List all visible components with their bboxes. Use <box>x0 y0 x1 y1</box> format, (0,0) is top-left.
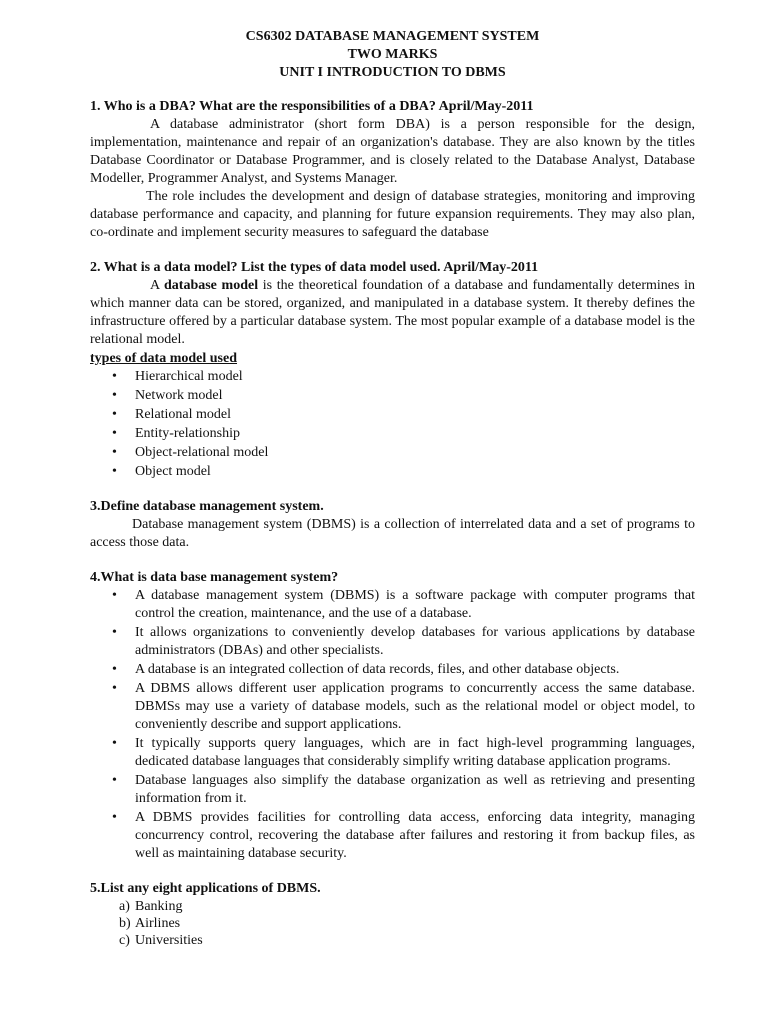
para-rest: is the theoretical foundation of a database and fundamentally determines in which manner data can be stored, organized, and manipulated in a database system. It thereby defines the infrastructure offered by a particular database system. The most popular example of a database model is the relational model. <box>90 278 695 347</box>
bullet-icon: • <box>112 388 117 403</box>
list-item <box>112 680 695 734</box>
list-item-label: a) <box>119 899 130 914</box>
question-5-title: 5.List any eight applications of DBMS. <box>90 881 321 896</box>
list-item <box>112 809 695 863</box>
list-item-text: Universities <box>135 933 203 948</box>
list-item <box>119 898 695 915</box>
bullet-icon: • <box>112 464 117 479</box>
list-item-text: A DBMS allows different user application programs to concurrently access the same database. DBMSs may use a variety of database models, such as the relational model or object model, to conveniently describe and support applications. <box>135 681 695 732</box>
bullet-icon: • <box>112 810 117 825</box>
dbms-applications-list <box>90 898 695 949</box>
term-database-model: database model <box>164 278 259 293</box>
bullet-icon: • <box>112 625 117 640</box>
bullet-icon: • <box>112 736 117 751</box>
list-item <box>112 463 695 481</box>
bullet-icon: • <box>112 369 117 384</box>
bullet-icon: • <box>112 681 117 696</box>
para-prefix: A <box>150 278 164 293</box>
list-item-label: c) <box>119 933 130 948</box>
list-item-text: It allows organizations to conveniently develop databases for various applications by database administrators (DBAs) and other specialists. <box>135 625 695 658</box>
list-item-text: Network model <box>135 388 223 403</box>
list-item <box>112 425 695 443</box>
question-4-title: 4.What is data base management system? <box>90 570 339 585</box>
question-1-answer-para-1: A database administrator (short form DBA) is a person responsible for the design, implementation, maintenance and repair of an organization's database. They are also known by the titles Database Coordinator or Database Programmer, and is closely related to the Database Analyst, Database Modeller, Programmer Analyst, and Systems Manager. <box>90 117 695 186</box>
list-item <box>119 915 695 932</box>
bullet-icon: • <box>112 588 117 603</box>
bullet-icon: • <box>112 407 117 422</box>
list-item-text: It typically supports query languages, which are in fact high-level programming languages, dedicated database languages that considerably simplify writing database application programs. <box>135 736 695 769</box>
course-title: CS6302 DATABASE MANAGEMENT SYSTEM <box>245 29 540 44</box>
list-item <box>112 587 695 623</box>
document-header <box>90 28 695 82</box>
list-item <box>112 661 695 679</box>
list-item <box>112 735 695 771</box>
bullet-icon: • <box>112 773 117 788</box>
list-item-text: Entity-relationship <box>135 426 240 441</box>
list-item-text: Airlines <box>135 916 181 931</box>
list-item <box>112 624 695 660</box>
bullet-icon: • <box>112 445 117 460</box>
list-item-text: Database languages also simplify the database organization as well as retrieving and presenting information from it. <box>135 773 695 806</box>
list-item-label: b) <box>119 916 131 931</box>
list-item-text: Relational model <box>135 407 232 422</box>
question-1-title: 1. Who is a DBA? What are the responsibilities of a DBA? April/May-2011 <box>90 99 534 114</box>
list-item-text: A database is an integrated collection of data records, files, and other database objects. <box>135 662 620 677</box>
list-item <box>112 772 695 808</box>
list-item-text: Object model <box>135 464 211 479</box>
list-item <box>112 406 695 424</box>
question-3-title: 3.Define database management system. <box>90 499 324 514</box>
question-2-title: 2. What is a data model? List the types of data model used. April/May-2011 <box>90 260 539 275</box>
unit-title: UNIT I INTRODUCTION TO DBMS <box>279 65 506 80</box>
list-item <box>112 368 695 386</box>
data-model-list <box>90 368 695 481</box>
dbms-points-list <box>90 587 695 863</box>
list-item-text: Object-relational model <box>135 445 269 460</box>
question-2-answer-para <box>90 277 695 349</box>
question-3-answer-para: Database management system (DBMS) is a collection of interrelated data and a set of programs to access those data. <box>90 517 695 550</box>
list-item <box>119 932 695 949</box>
question-1-answer-para-2: The role includes the development and design of database strategies, monitoring and improving database performance and capacity, and planning for future expansion requirements. They may also plan, co-ordinate and implement security measures to safeguard the database <box>90 189 695 240</box>
doc-subtitle: TWO MARKS <box>347 47 438 62</box>
bullet-icon: • <box>112 662 117 677</box>
bullet-icon: • <box>112 426 117 441</box>
list-item <box>112 387 695 405</box>
list-item-text: A DBMS provides facilities for controlling data access, enforcing data integrity, managing concurrency control, recovering the database after failures and restoring it from backup files, as well as maintaining database security. <box>135 810 695 861</box>
list-item-text: Hierarchical model <box>135 369 243 384</box>
list-item-text: Banking <box>135 899 183 914</box>
question-2-subheading: types of data model used <box>90 351 238 366</box>
list-item-text: A database management system (DBMS) is a software package with computer programs that control the creation, maintenance, and the use of a database. <box>135 588 695 621</box>
list-item <box>112 444 695 462</box>
